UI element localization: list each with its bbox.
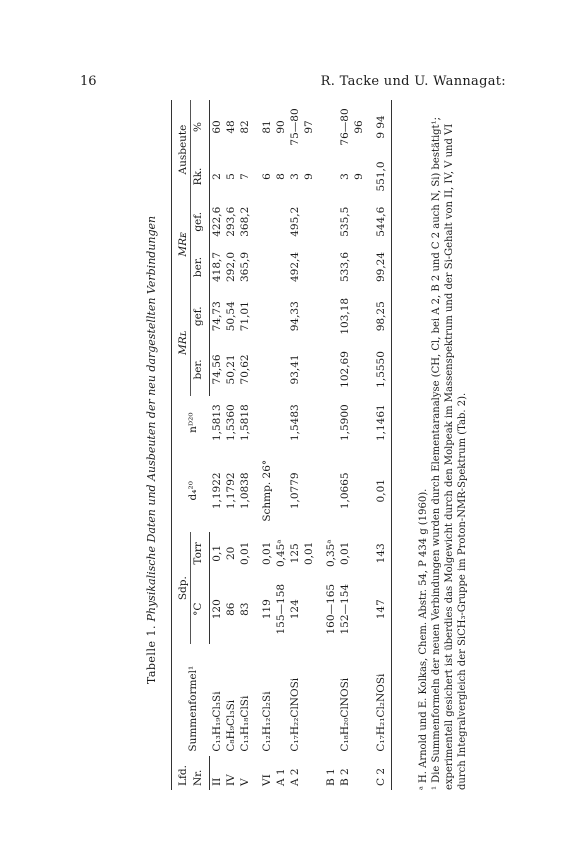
cell-torr: 0,01: [303, 541, 315, 566]
caption-lead: Tabelle 1.: [145, 625, 158, 685]
cell-mre-gef: [260, 199, 274, 244]
header-density: d₄²⁰: [186, 481, 199, 501]
table-row: [274, 100, 288, 790]
cell-nr: VI: [261, 774, 273, 786]
table-body: [210, 100, 392, 790]
cell-mrl-ber: 70,62: [239, 354, 251, 385]
cell-formula: C₁₃H₁₉Cl₃Si: [210, 691, 223, 752]
row-spacer: [366, 100, 374, 790]
cell-n: 1,5900: [339, 404, 351, 442]
cell-nr: A 2: [289, 768, 301, 786]
cell-rk: [324, 154, 338, 199]
row-spacer: [316, 100, 324, 790]
cell-mre-ber: 418,7: [211, 251, 223, 283]
cell-n: [274, 396, 288, 449]
cell-n: [260, 396, 274, 449]
cell-mrl-gef: [302, 290, 316, 343]
table-caption: [145, 100, 158, 800]
cell-d: 1,0779: [289, 472, 301, 510]
cell-pct: 76—80: [339, 108, 351, 146]
cell-mrl-ber: [260, 343, 274, 396]
cell-nr: B 1: [325, 768, 337, 786]
header-mre: MRᴇ: [172, 199, 191, 290]
page-number: 16: [80, 74, 97, 89]
cell-mrl-ber: [274, 343, 288, 396]
cell-mre-ber: [260, 244, 274, 289]
header-lfd: Lfd.: [177, 765, 190, 786]
cell-d: 0,01: [374, 449, 392, 532]
cell-degC: [302, 574, 316, 644]
cell-mrl-ber: 93,41: [289, 354, 301, 385]
cell-d: [302, 449, 316, 532]
header-formula: Summenformel¹: [186, 665, 199, 752]
table-row: [288, 100, 302, 790]
rotated-table-block: [145, 100, 475, 800]
cell-mrl-ber: 102,69: [339, 351, 351, 388]
cell-formula: C₁₈H₂₀ClNOSi: [339, 677, 351, 752]
table-row: [224, 100, 238, 790]
cell-pct: 96: [353, 120, 365, 134]
cell-d: [352, 449, 366, 532]
header-sdp: Sdp.: [172, 532, 191, 644]
cell-mrl-gef: 50,54: [225, 301, 237, 332]
cell-degC: 152—154: [339, 583, 351, 635]
header-nr: Nr.: [191, 756, 210, 790]
footnote-a: ᵃ H. Arnold und E. Kolkas, Chem. Abstr. 54, P 434 g (1960).: [418, 488, 429, 790]
cell-formula: C₁₇H₂₂ClNOSi: [289, 677, 301, 752]
cell-nr: [352, 756, 366, 790]
cell-degC: 86: [225, 602, 237, 616]
header-rk: Rk.: [191, 154, 210, 199]
cell-torr: 0,01: [339, 541, 351, 566]
cell-mre-ber: [352, 244, 366, 289]
cell-pct: 60: [211, 120, 223, 134]
cell-mrl-gef: [260, 290, 274, 343]
spacer-cell: [316, 100, 324, 790]
cell-mrl-gef: [274, 290, 288, 343]
footnotes: [417, 100, 469, 790]
cell-torr: 20: [225, 546, 237, 561]
cell-pct: 81: [261, 120, 273, 134]
cell-torr: [352, 532, 366, 574]
table-row: [302, 100, 316, 790]
cell-degC: 147: [374, 574, 392, 644]
cell-d: Schmp. 26°: [261, 459, 273, 522]
spacer-cell: [366, 100, 374, 790]
cell-degC: 155—158: [275, 583, 287, 635]
footnote-1: ¹ Die Summenformeln der neuen Verbindungen wurden durch Elementaranalyse (CH, Cl, bei A 2, B 2 und C 2 auch N, Si) bestätigt¹; experimentell gesichert ist überdies das Molgewicht durch den Molpeak im Massenspektrum und der Si-Gehalt von II, IV, V und VI durch Integralvergleich der SiCH₃-Gruppe im Proton-NMR-Spektrum (Tab. 2).: [431, 117, 468, 790]
cell-d: 1,1922: [210, 472, 223, 510]
table-row: [352, 100, 366, 790]
row-spacer: [252, 100, 260, 790]
cell-mre-ber: 292,0: [225, 251, 237, 283]
table-row: [238, 100, 252, 790]
cell-formula: [324, 644, 338, 756]
cell-mre-gef: 535,5: [339, 206, 351, 237]
cell-formula: C₁₃H₁₈ClSi: [239, 695, 251, 752]
cell-n: 1,5360: [225, 404, 237, 442]
cell-mre-ber: [302, 244, 316, 289]
cell-degC: 119: [261, 599, 273, 620]
cell-nr: [302, 756, 316, 790]
cell-mrl-ber: [324, 343, 338, 396]
cell-pct: 82: [239, 120, 251, 134]
cell-rk: 6: [261, 173, 273, 180]
cell-nr: V: [239, 778, 251, 786]
cell-rk: 8: [275, 173, 287, 180]
cell-formula: [274, 644, 288, 756]
cell-formula: C₁₂H₁₂Cl₂Si: [261, 691, 273, 752]
cell-rk: 551,0: [374, 154, 392, 199]
cell-mrl-ber: [302, 343, 316, 396]
cell-mre-ber: [274, 244, 288, 289]
cell-mre-gef: [302, 199, 316, 244]
cell-pct: 90: [275, 120, 287, 134]
cell-degC: 83: [239, 602, 251, 616]
running-head: R. Tacke und U. Wannagat:: [320, 74, 506, 89]
cell-mre-gef: 544,6: [374, 199, 392, 244]
cell-rk: 9: [353, 173, 365, 180]
cell-degC: 124: [289, 599, 301, 620]
cell-torr: 0,1: [211, 544, 223, 562]
cell-mre-gef: 368,2: [239, 206, 251, 237]
header-torr: Torr: [191, 532, 210, 574]
cell-mrl-gef: 98,25: [374, 290, 392, 343]
cell-degC: 160—165: [325, 583, 337, 635]
cell-n: 1,5818: [239, 404, 251, 442]
cell-mrl-gef: 71,01: [239, 301, 251, 332]
cell-n: [302, 396, 316, 449]
header-refractive-index: nᴰ²⁰: [186, 412, 199, 433]
cell-mre-ber: 492,4: [289, 251, 301, 283]
table-row: [338, 100, 352, 790]
header-degc: °C: [191, 574, 210, 644]
cell-rk: 3: [289, 173, 301, 180]
caption-title: Physikalische Daten und Ausbeuten der neu dargestellten Verbindungen: [145, 215, 158, 622]
cell-mrl-ber: [352, 343, 366, 396]
cell-nr: IV: [225, 774, 237, 786]
cell-n: 1,5813: [210, 404, 223, 442]
cell-degC: [352, 574, 366, 644]
cell-mre-ber: 365,9: [239, 251, 251, 283]
cell-n: [352, 396, 366, 449]
cell-pct: [324, 100, 338, 154]
cell-nr: B 2: [339, 768, 351, 786]
cell-mre-ber: 99,24: [374, 244, 392, 289]
table-row: [324, 100, 338, 790]
cell-d: [324, 449, 338, 532]
cell-torr: 0,45ᵃ: [275, 539, 287, 568]
table-row: [374, 100, 392, 790]
cell-rk: 2: [211, 173, 223, 180]
cell-pct: 75—80: [289, 108, 301, 146]
cell-mre-ber: 533,6: [339, 251, 351, 283]
cell-mre-gef: [274, 199, 288, 244]
cell-d: 1,0665: [339, 472, 351, 510]
cell-mrl-gef: [324, 290, 338, 343]
cell-mre-gef: 422,6: [211, 206, 223, 237]
cell-mrl-ber: 1,5550: [374, 343, 392, 396]
cell-mre-gef: [324, 199, 338, 244]
header-mrl-ber: ber.: [191, 343, 210, 396]
cell-mre-gef: 495,2: [289, 206, 301, 237]
cell-mrl-ber: 74,56: [211, 354, 223, 385]
cell-mrl-gef: [352, 290, 366, 343]
cell-formula: C₈H₉Cl₃Si: [225, 699, 237, 752]
cell-torr: 143: [374, 532, 392, 574]
cell-degC: 120: [211, 599, 223, 620]
cell-d: 1,0838: [239, 472, 251, 510]
cell-torr: 0,35ᵃ: [325, 539, 337, 568]
header-ausbeute: Ausbeute: [172, 100, 191, 199]
cell-pct: 97: [303, 120, 315, 134]
header-mre-gef: gef.: [191, 199, 210, 244]
cell-rk: 9: [303, 173, 315, 180]
cell-rk: 7: [239, 173, 251, 180]
cell-rk: 3: [339, 173, 351, 180]
cell-mrl-ber: 50,21: [225, 354, 237, 385]
cell-mrl-gef: 74,73: [211, 301, 223, 332]
cell-mrl-gef: 103,18: [339, 297, 351, 335]
table-row: [260, 100, 274, 790]
cell-torr: 0,01: [261, 541, 273, 566]
data-table: [171, 100, 392, 790]
cell-d: [274, 449, 288, 532]
cell-n: 1,1461: [374, 396, 392, 449]
cell-formula: C₁₇H₂₁Cl₂NOSi: [374, 644, 392, 756]
header-mrl: MRʟ: [172, 290, 191, 396]
cell-mre-gef: 293,6: [225, 206, 237, 237]
cell-formula: [302, 644, 316, 756]
cell-d: 1,1792: [225, 472, 237, 510]
spacer-cell: [252, 100, 260, 790]
cell-nr: A 1: [275, 768, 287, 786]
cell-nr: C 2: [374, 756, 392, 790]
header-mre-ber: ber.: [191, 244, 210, 289]
cell-n: [324, 396, 338, 449]
cell-torr: 125: [289, 543, 301, 564]
header-mrl-gef: gef.: [191, 290, 210, 343]
header-percent: %: [191, 100, 210, 154]
cell-rk: 5: [225, 173, 237, 180]
table-row: [210, 100, 225, 790]
cell-mrl-gef: 94,33: [289, 301, 301, 332]
cell-n: 1,5483: [289, 404, 301, 442]
cell-mre-ber: [324, 244, 338, 289]
cell-torr: 0,01: [239, 541, 251, 566]
cell-nr: II: [211, 777, 223, 786]
cell-mre-gef: [352, 199, 366, 244]
cell-pct: 48: [225, 120, 237, 134]
cell-pct: 9 94: [374, 100, 392, 154]
cell-formula: [352, 644, 366, 756]
